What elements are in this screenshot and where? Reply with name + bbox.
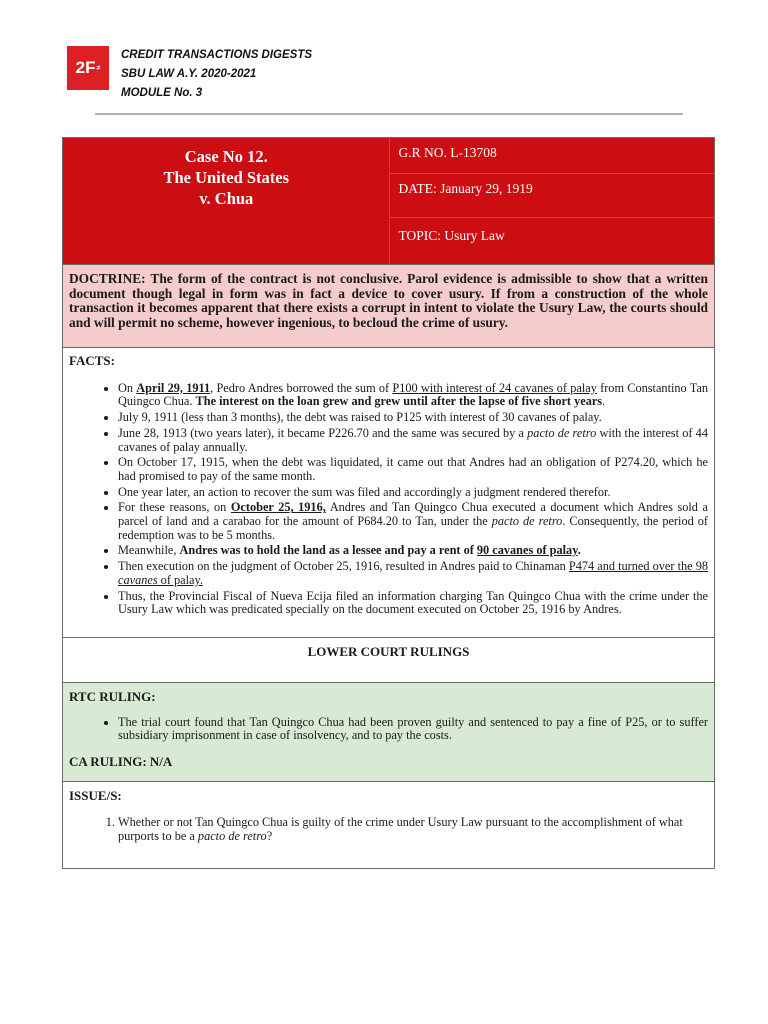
fact-item: • July 9, 1911 (less than 3 months), the debt was raised to P125 with interest of 30 cavanes of palay.	[118, 411, 708, 425]
doctrine-text: DOCTRINE: The form of the contract is not conclusive. Parol evidence is admissible to show that a written document though legal in form was in fact a device to cover usury. If from a construction of the whole transaction it becomes apparent that there exists a corrupt in intent to violate the Usury Law, the courts should and will permit no scheme, however ingenious, to becloud the crime of usury.	[69, 271, 708, 330]
case-title-cell	[63, 138, 390, 265]
fact-item: • June 28, 1913 (two years later), it became P226.70 and the same was secured by a pacto de retro with the interest of 44 cavanes of palay annually.	[118, 427, 708, 454]
document-header	[121, 46, 312, 103]
header-module: MODULE No. 3	[121, 87, 203, 99]
fact-item: • Thus, the Provincial Fiscal of Nueva Ecija filed an information charging Tan Quingco Chua with the crime under the Usury Law which was predicated specially on the document executed on October 25, 1916 by Andres.	[118, 590, 708, 617]
case-topic: TOPIC: Usury Law	[390, 218, 715, 265]
header-divider	[95, 113, 683, 115]
fact-item: • Meanwhile, Andres was to hold the land as a lessee and pay a rent of 90 cavanes of palay.	[118, 544, 708, 558]
issues-list	[69, 816, 708, 843]
header-school-year: SBU LAW A.Y. 2020-2021	[121, 68, 257, 80]
rtc-ruling-text: • The trial court found that Tan Quingco Chua had been proven guilty and sentenced to pay a fine of P25, or to suffer subsidiary imprisonment in case of insolvency, and to pay the costs.	[118, 716, 708, 743]
rulings-section	[63, 682, 715, 781]
decision-date: DATE: January 29, 1919	[390, 174, 715, 218]
ca-ruling-label: CA RULING: N/A	[69, 754, 173, 770]
case-number: Case No 12.	[184, 147, 268, 166]
issue-item: 1. Whether or not Tan Quingco Chua is guilty of the crime under Usury Law pursuant to the accomplishment of what purports to be a pacto de retro?	[118, 816, 708, 843]
brand-logo	[67, 46, 109, 90]
case-title-line1: The United States	[163, 168, 290, 187]
header-course: CREDIT TRANSACTIONS DIGESTS	[121, 49, 313, 61]
case-digest-table	[62, 137, 715, 869]
lower-court-heading: LOWER COURT RULINGS	[63, 637, 715, 682]
case-title-line2: v. Chua	[199, 189, 254, 208]
gr-number: G.R NO. L-13708	[390, 138, 715, 174]
logo-mark: ≠	[96, 64, 101, 72]
issues-label: ISSUE/S:	[69, 787, 122, 803]
rtc-ruling-list	[69, 716, 708, 743]
facts-list	[69, 382, 708, 617]
logo-text: 2F	[75, 58, 96, 77]
facts-section	[63, 348, 715, 638]
facts-label: FACTS:	[69, 353, 115, 368]
doctrine-section	[63, 265, 715, 348]
fact-item: • On October 17, 1915, when the debt was liquidated, it came out that Andres had an obligation of P274.20, which he had promised to pay of the same month.	[118, 456, 708, 483]
fact-item: • Then execution on the judgment of October 25, 1916, resulted in Andres paid to Chinaman P474 and turned over the 98 cavanes of palay.	[118, 560, 708, 587]
rtc-ruling-label: RTC RULING:	[69, 688, 156, 704]
fact-item: • On April 29, 1911, Pedro Andres borrowed the sum of P100 with interest of 24 cavanes of palay from Constantino Tan Quingco Chua. The interest on the loan grew and grew until after the lapse of five short years.	[118, 382, 708, 409]
fact-item: • One year later, an action to recover the sum was filed and accordingly a judgment rendered therefor.	[118, 486, 708, 500]
fact-item: • For these reasons, on October 25, 1916, Andres and Tan Quingco Chua executed a document which Andres sold a parcel of land and a carabao for the amount of P684.20 to Tan, under the pacto de retro. Consequently, the period of redemption was to be 5 months.	[118, 501, 708, 542]
issues-section	[63, 781, 715, 868]
